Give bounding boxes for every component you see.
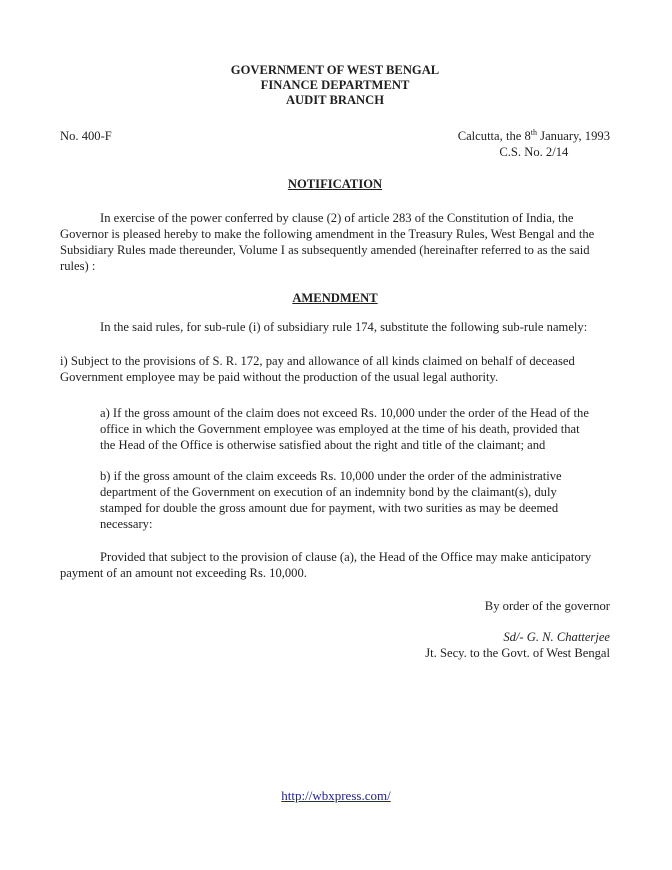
sub-rule-paragraph: i) Subject to the provisions of S. R. 172, pay and allowance of all kinds claimed on behalf of deceased Government employee may be paid without the production of the usual legal authority.: [60, 354, 575, 384]
cs-number: C.S. No. 2/14: [499, 145, 569, 159]
by-order-line: By order of the governor: [484, 599, 610, 613]
footer: [0, 788, 672, 804]
footer-link[interactable]: http://wbxpress.com/: [281, 788, 391, 803]
proviso-paragraph: Provided that subject to the provision of clause (a), the Head of the Office may make anticipatory payment of an amount not exceeding Rs. 10,000.: [60, 550, 592, 580]
date-prefix: Calcutta, the 8: [457, 129, 531, 143]
notification-heading: NOTIFICATION: [287, 177, 383, 191]
amendment-heading: AMENDMENT: [292, 291, 378, 305]
notification-paragraph: In exercise of the power conferred by clause (2) of article 283 of the Constitution of India, the Governor is pleased hereby to make the following amendment in the Treasury Rules, West Bengal and the Subsidiary Rules made thereunder, Volume I as subsequently amended (hereinafter referred to as the said rules) :: [60, 211, 595, 273]
date-ordinal-suffix: th: [530, 127, 538, 137]
date-line: [458, 128, 610, 144]
header-department-line: FINANCE DEPARTMENT: [260, 78, 410, 92]
amendment-intro-paragraph: In the said rules, for sub-rule (i) of subsidiary rule 174, substitute the following sub-rule namely:: [100, 320, 588, 334]
header-branch-line: AUDIT BRANCH: [285, 93, 385, 107]
signature-designation: Jt. Secy. to the Govt. of West Bengal: [425, 646, 610, 660]
signature-name: Sd/- G. N. Chatterjee: [503, 630, 610, 644]
reference-row: [60, 128, 610, 160]
header-government-line: GOVERNMENT OF WEST BENGAL: [230, 63, 440, 77]
date-block: [458, 128, 610, 160]
clause-b-paragraph: b) if the gross amount of the claim exceeds Rs. 10,000 under the order of the administrative department of the Government on execution of an indemnity bond by the claimant(s), duly stamped for double the gross amount due for payment, with two surities as may be deemed necessary:: [100, 469, 562, 531]
date-suffix: January, 1993: [537, 129, 610, 143]
memo-number: No. 400-F: [60, 129, 112, 143]
clause-a-paragraph: a) If the gross amount of the claim does not exceed Rs. 10,000 under the order of the Head of the office in which the Government employee was employed at the time of his death, provided that the Head of the Office is otherwise satisfied about the right and title of the claimant; and: [100, 406, 589, 452]
document-header: [60, 63, 610, 108]
